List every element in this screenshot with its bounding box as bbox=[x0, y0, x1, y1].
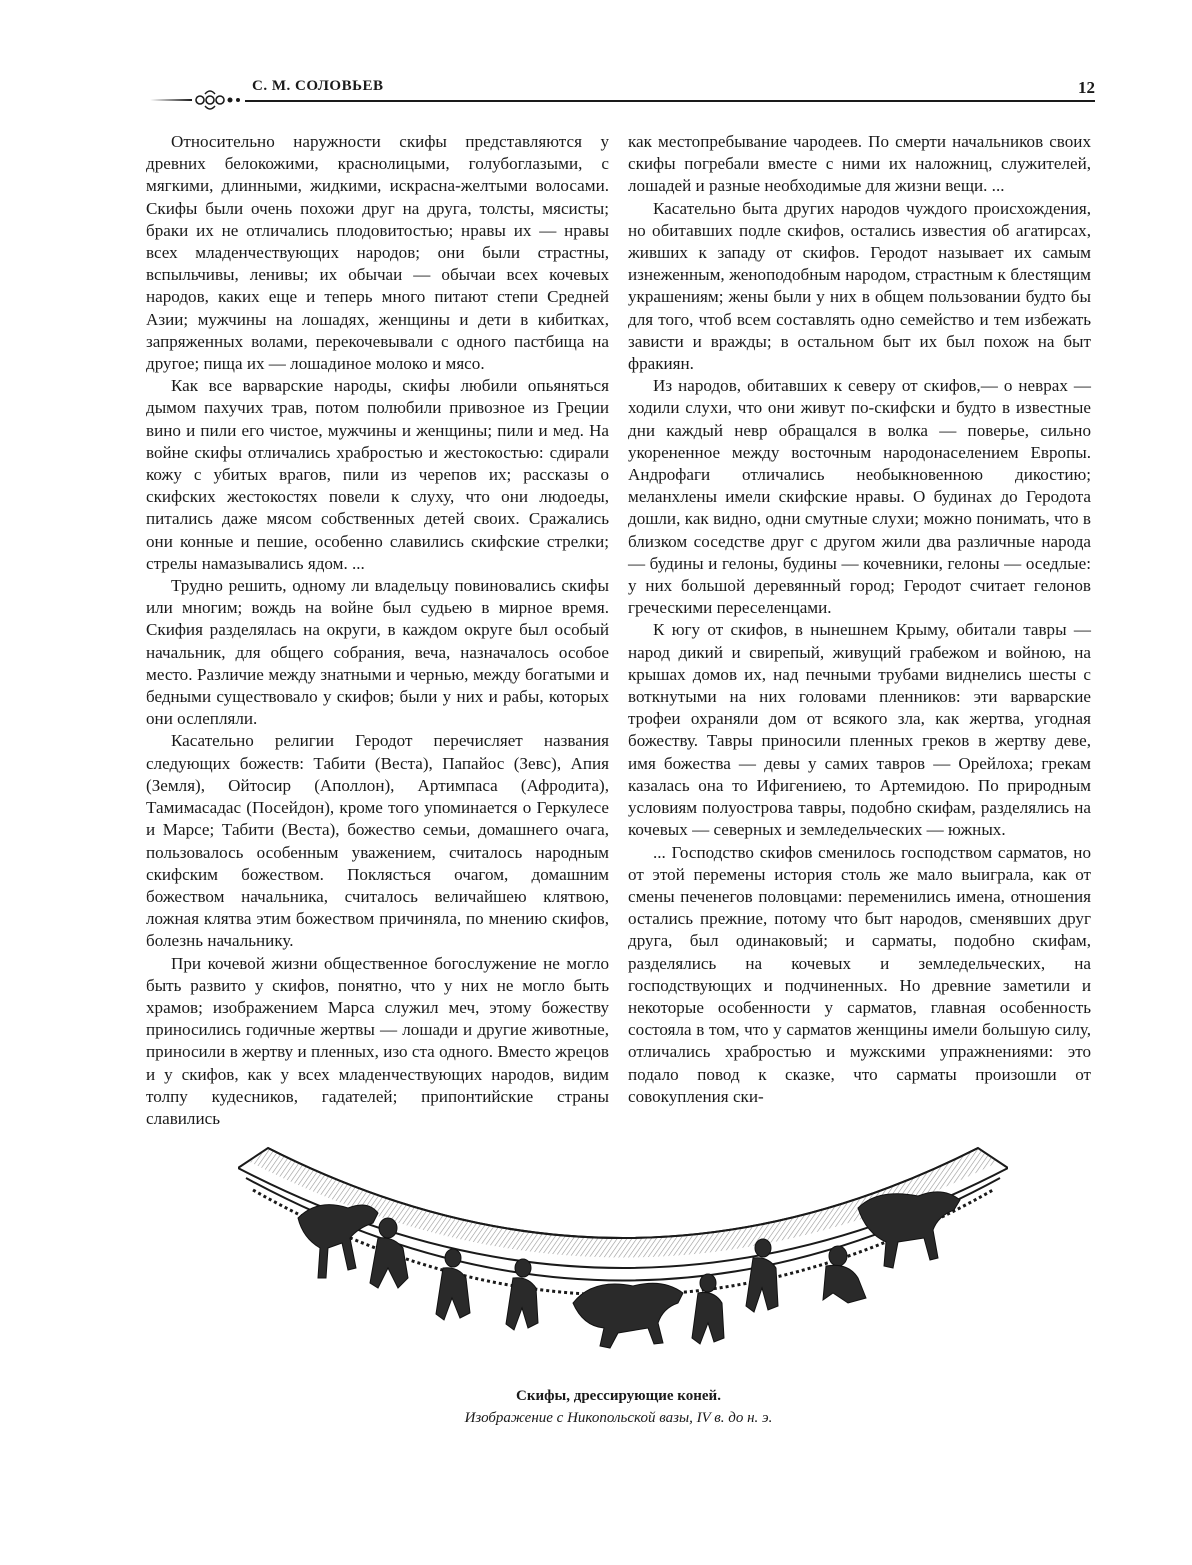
header-ornament-icon bbox=[150, 86, 250, 110]
paragraph: Касательно быта других народов чуждого происхождения, но обитавших подле скифов, остались известия об агатирсах, живших к западу от скифов. Геродот называет их самым изнеженным, женоподобным народом, страстным к блестящим украшениям; жены были у них в общем пользовании будто бы для того, чтоб всем составлять одно семейство и тем избежать зависти и вражды; в остальном быт их был похож на быт фракиян. bbox=[628, 198, 1091, 374]
paragraph: Относительно наружности скифы представляются у древних белокожими, краснолицыми, голубоглазыми, с мягкими, длинными, жидкими, искрасна-желтыми волосами. Скифы были очень похожи друг на друга, толсты, мясисты; браки их не отличались плодовитостью; нравы их — нравы всех младенчествующих народов; они были страстны, вспыльчивы, ленивы; их обычаи — обычаи всех кочевых народов, каких еще и теперь много питают степи Средней Азии; мужчины на лошадях, женщины и дети в кибитках, запряженных волами, перекочевывали с одного пастбища на другое; пища их — лошадиное молоко и мясо. bbox=[146, 132, 609, 374]
paragraph-continuation: как местопребывание чародеев. По смерти начальников своих скифы погребали вместе с ними их наложниц, служителей, лошадей и разные необходимые для жизни вещи. ... bbox=[628, 132, 1091, 196]
paragraph: К югу от скифов, в нынешнем Крыму, обитали тавры — народ дикий и свирепый, живущий грабежом и войною, на крышах домов их, над печными трубами виднелись шесты с воткнутыми на них головами пленников: эти варварские трофеи охраняли дом от всякого зла, как жертва, угодная божеству. Тавры приносили пленных греков в жертву деве, имя божества — девы у самих тавров — Орейлоха; грекам казалась она то Ифигениею, то Артемидою. По природным условиям полуострова тавры, подобно скифам, разделялись на кочевых — северных и земледельческих — южных. bbox=[628, 620, 1091, 840]
paragraph: Касательно религии Геродот перечисляет названия следующих божеств: Табити (Веста), Папайос (Зевс), Апия (Земля), Ойтосир (Аполлон), Артимпаса (Афродита), Тамимасадас (Посейдон), кроме того упоминается о Геркулесе и Марсе; Табити (Веста), божество семьи, домашнего очага, пользовалось особенным уважением, считалось народным скифским божеством. Поклясться очагом, домашним божеством начальника, считалось величайшею клятвою, ложная клятва этим божеством причиняла, по мнению скифов, болезнь начальнику. bbox=[146, 731, 609, 951]
left-text-column bbox=[146, 131, 609, 1130]
page-number: 12 bbox=[1078, 78, 1095, 97]
right-text-column bbox=[628, 131, 1091, 1108]
running-header bbox=[150, 74, 1095, 110]
paragraph: Как все варварские народы, скифы любили опьяняться дымом пахучих трав, потом полюбили привозное из Греции вино и пили его чистое, мужчины и женщины; пили и мед. На войне скифы отличались храбростью и жестокостью: сдирали кожу с убитых врагов, пили из черепов их; рассказы о скифских жестокостях повели к слуху, что они людоеды, питались даже мясом собственных детей своих. Сражались они конные и пешие, особенно славились скифские стрелки; стрелы намазывались ядом. ... bbox=[146, 376, 609, 573]
paragraph: Трудно решить, одному ли владельцу повиновались скифы или многим; вождь на войне был судьею в мирное время. Скифия разделялась на округи, в каждом округе был особый начальник, для общего собрания, веча, назначалось особое место. Различие между знатными и чернью, между богатыми и бедными существовало у скифов; были у них и рабы, которых они ослепляли. bbox=[146, 576, 609, 729]
figure-caption-title: Скифы, дрессирующие коней. bbox=[516, 1388, 721, 1404]
paragraph: При кочевой жизни общественное богослужение не могло быть развито у скифов, понятно, что у них не могло быть храмов; изображением Марса служил меч, этому божеству приносились годичные жертвы — лошади и другие животные, приносили в жертву и пленных, изо ста одного. Вместо жрецов и у скифов, как у всех младенчествующих народов, видим толпу кудесников, гадателей; припонтийские страны славились bbox=[146, 953, 609, 1128]
paragraph: Из народов, обитавших к северу от скифов,— о неврах — ходили слухи, что они живут по-скифски и будто в известные дни каждый невр обращался в волка — поверье, сильно укорененное между восточным народонаселением Европы. Андрофаги отличались необыкновенною дикостию; меланхлены имели скифские нравы. О будинах до Геродота дошли, как видно, одни смутные слухи; можно понимать, что в близком соседстве друг с другом жили два различные народа — будины и гелоны, будины — кочевники, гелоны — оседлые: у них большой деревянный город; Геродот считает гелонов греческими переселенцами. bbox=[628, 376, 1091, 618]
frieze-illustration bbox=[238, 1138, 1008, 1373]
figure-caption-subtitle: Изображение с Никопольской вазы, IV в. до н. э. bbox=[464, 1410, 773, 1426]
header-rule bbox=[245, 100, 1095, 102]
header-author: С. М. СОЛОВЬЕВ bbox=[252, 78, 384, 94]
paragraph: ... Господство скифов сменилось господством сарматов, но от этой перемены история столь же мало выиграла, как от смены печенегов половцами: переменились имена, отношения остались прежние, потому что быт народов, сменявших друг друга, был одинаковый; и сарматы, подобно скифам, разделялись на кочевых и земледельческих, на господствующих и подчиненных. Но древние заметили и некоторые особенности у сарматов, главная особенность состояла в том, что у сарматов женщины имели большую силу, отличались храбростью и мужскими упражнениями: это подало повод к сказке, что сарматы произошли от совокупления ски- bbox=[628, 842, 1091, 1106]
